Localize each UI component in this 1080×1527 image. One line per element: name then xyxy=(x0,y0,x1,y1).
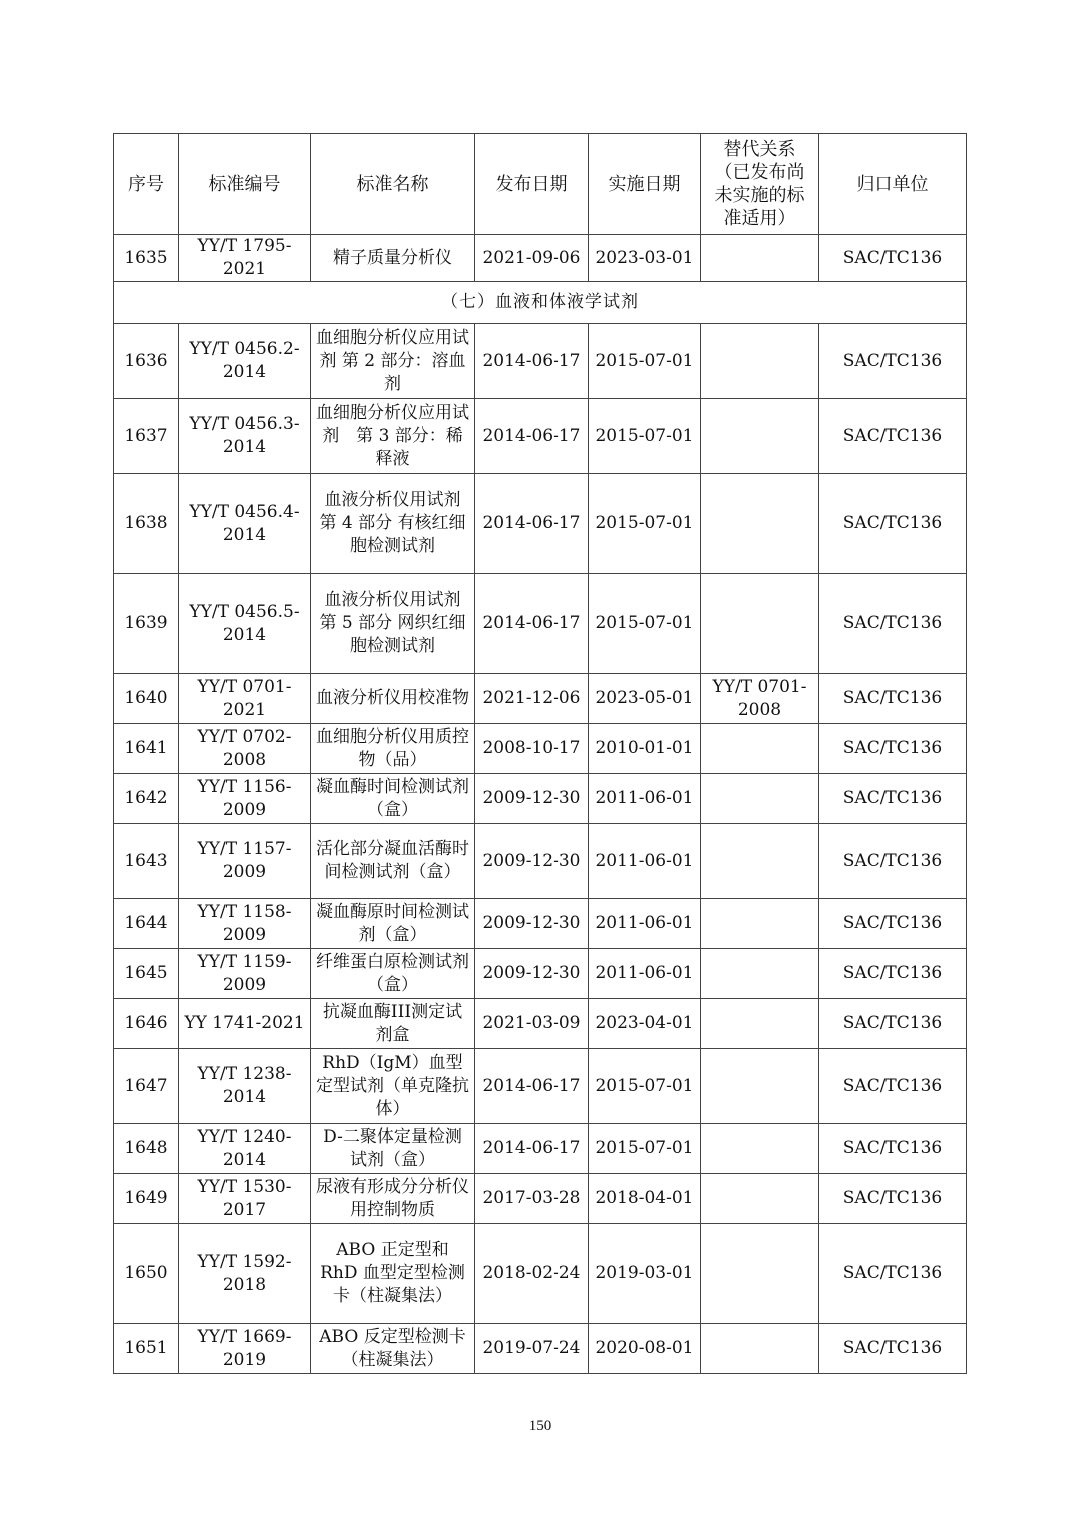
cell-name: 血液分析仪用试剂 第 4 部分 有核红细胞检测试剂 xyxy=(311,474,475,574)
section-title: （七）血液和体液学试剂 xyxy=(114,282,967,324)
cell-release-date: 2009-12-30 xyxy=(475,949,589,999)
cell-release-date: 2009-12-30 xyxy=(475,774,589,824)
cell-effective-date: 2015-07-01 xyxy=(589,324,701,399)
cell-seq: 1639 xyxy=(114,574,179,674)
cell-code: YY 1741-2021 xyxy=(179,999,311,1049)
cell-name: 血细胞分析仪用质控物（品） xyxy=(311,724,475,774)
cell-name: 血液分析仪用试剂 第 5 部分 网织红细胞检测试剂 xyxy=(311,574,475,674)
cell-code: YY/T 0701-2021 xyxy=(179,674,311,724)
table-row xyxy=(114,824,967,899)
cell-replacement xyxy=(701,1324,819,1374)
section-row xyxy=(114,282,967,324)
cell-code: YY/T 1530-2017 xyxy=(179,1174,311,1224)
cell-name: 纤维蛋白原检测试剂（盒） xyxy=(311,949,475,999)
cell-seq: 1638 xyxy=(114,474,179,574)
cell-code: YY/T 0456.3-2014 xyxy=(179,399,311,474)
cell-code: YY/T 1158-2009 xyxy=(179,899,311,949)
cell-effective-date: 2020-08-01 xyxy=(589,1324,701,1374)
table-row xyxy=(114,1049,967,1124)
table-row xyxy=(114,1124,967,1174)
cell-effective-date: 2015-07-01 xyxy=(589,1124,701,1174)
cell-release-date: 2021-03-09 xyxy=(475,999,589,1049)
header-name: 标准名称 xyxy=(311,134,475,235)
cell-seq: 1648 xyxy=(114,1124,179,1174)
cell-release-date: 2014-06-17 xyxy=(475,1124,589,1174)
table-row xyxy=(114,574,967,674)
cell-release-date: 2014-06-17 xyxy=(475,1049,589,1124)
cell-effective-date: 2019-03-01 xyxy=(589,1224,701,1324)
cell-name: 抗凝血酶III测定试剂盒 xyxy=(311,999,475,1049)
table-row xyxy=(114,999,967,1049)
cell-replacement xyxy=(701,774,819,824)
cell-release-date: 2014-06-17 xyxy=(475,324,589,399)
cell-effective-date: 2023-05-01 xyxy=(589,674,701,724)
cell-replacement xyxy=(701,1049,819,1124)
cell-unit: SAC/TC136 xyxy=(819,1049,967,1124)
cell-unit: SAC/TC136 xyxy=(819,724,967,774)
cell-code: YY/T 1669-2019 xyxy=(179,1324,311,1374)
cell-effective-date: 2015-07-01 xyxy=(589,1049,701,1124)
cell-replacement xyxy=(701,999,819,1049)
cell-effective-date: 2018-04-01 xyxy=(589,1174,701,1224)
cell-unit: SAC/TC136 xyxy=(819,399,967,474)
cell-effective-date: 2011-06-01 xyxy=(589,824,701,899)
cell-release-date: 2017-03-28 xyxy=(475,1174,589,1224)
cell-seq: 1651 xyxy=(114,1324,179,1374)
cell-name: 血细胞分析仪应用试剂 第 2 部分：溶血剂 xyxy=(311,324,475,399)
cell-effective-date: 2015-07-01 xyxy=(589,399,701,474)
cell-release-date: 2019-07-24 xyxy=(475,1324,589,1374)
cell-code: YY/T 1159-2009 xyxy=(179,949,311,999)
table-row xyxy=(114,899,967,949)
cell-name: ABO 正定型和 RhD 血型定型检测卡（柱凝集法） xyxy=(311,1224,475,1324)
cell-code: YY/T 1238-2014 xyxy=(179,1049,311,1124)
cell-seq: 1642 xyxy=(114,774,179,824)
cell-code: YY/T 0456.4-2014 xyxy=(179,474,311,574)
cell-seq: 1644 xyxy=(114,899,179,949)
cell-seq: 1643 xyxy=(114,824,179,899)
cell-name: 尿液有形成分分析仪用控制物质 xyxy=(311,1174,475,1224)
table-row xyxy=(114,474,967,574)
cell-unit: SAC/TC136 xyxy=(819,324,967,399)
header-replacement: 替代关系（已发布尚未实施的标准适用） xyxy=(701,134,819,235)
table-row xyxy=(114,324,967,399)
table-row xyxy=(114,949,967,999)
cell-code: YY/T 1592-2018 xyxy=(179,1224,311,1324)
cell-effective-date: 2011-06-01 xyxy=(589,949,701,999)
cell-code: YY/T 0456.5-2014 xyxy=(179,574,311,674)
table-row xyxy=(114,235,967,282)
cell-replacement xyxy=(701,1174,819,1224)
cell-name: 活化部分凝血活酶时间检测试剂（盒） xyxy=(311,824,475,899)
cell-unit: SAC/TC136 xyxy=(819,235,967,282)
cell-code: YY/T 1795-2021 xyxy=(179,235,311,282)
cell-effective-date: 2023-04-01 xyxy=(589,999,701,1049)
cell-replacement xyxy=(701,324,819,399)
cell-release-date: 2009-12-30 xyxy=(475,824,589,899)
cell-name: ABO 反定型检测卡（柱凝集法） xyxy=(311,1324,475,1374)
cell-seq: 1646 xyxy=(114,999,179,1049)
standards-table xyxy=(113,133,967,1374)
cell-seq: 1645 xyxy=(114,949,179,999)
cell-unit: SAC/TC136 xyxy=(819,824,967,899)
page-number: 150 xyxy=(528,1418,552,1434)
header-code: 标准编号 xyxy=(179,134,311,235)
table-row xyxy=(114,1174,967,1224)
cell-seq: 1650 xyxy=(114,1224,179,1324)
cell-replacement: YY/T 0701-2008 xyxy=(701,674,819,724)
cell-seq: 1637 xyxy=(114,399,179,474)
table-row xyxy=(114,1224,967,1324)
cell-unit: SAC/TC136 xyxy=(819,1124,967,1174)
cell-seq: 1636 xyxy=(114,324,179,399)
cell-code: YY/T 1156-2009 xyxy=(179,774,311,824)
cell-unit: SAC/TC136 xyxy=(819,999,967,1049)
cell-replacement xyxy=(701,1124,819,1174)
cell-release-date: 2021-12-06 xyxy=(475,674,589,724)
cell-seq: 1640 xyxy=(114,674,179,724)
cell-unit: SAC/TC136 xyxy=(819,474,967,574)
cell-replacement xyxy=(701,824,819,899)
cell-seq: 1635 xyxy=(114,235,179,282)
cell-replacement xyxy=(701,474,819,574)
cell-seq: 1649 xyxy=(114,1174,179,1224)
cell-release-date: 2014-06-17 xyxy=(475,474,589,574)
cell-name: 凝血酶时间检测试剂（盒） xyxy=(311,774,475,824)
cell-release-date: 2009-12-30 xyxy=(475,899,589,949)
cell-name: 精子质量分析仪 xyxy=(311,235,475,282)
cell-code: YY/T 1157-2009 xyxy=(179,824,311,899)
cell-release-date: 2021-09-06 xyxy=(475,235,589,282)
cell-effective-date: 2011-06-01 xyxy=(589,774,701,824)
cell-unit: SAC/TC136 xyxy=(819,574,967,674)
cell-release-date: 2018-02-24 xyxy=(475,1224,589,1324)
cell-release-date: 2014-06-17 xyxy=(475,399,589,474)
cell-release-date: 2008-10-17 xyxy=(475,724,589,774)
cell-replacement xyxy=(701,574,819,674)
table-row xyxy=(114,724,967,774)
cell-effective-date: 2015-07-01 xyxy=(589,474,701,574)
cell-seq: 1641 xyxy=(114,724,179,774)
cell-unit: SAC/TC136 xyxy=(819,949,967,999)
table-row xyxy=(114,674,967,724)
cell-name: 血细胞分析仪应用试剂 第 3 部分：稀释液 xyxy=(311,399,475,474)
table-row xyxy=(114,399,967,474)
cell-replacement xyxy=(701,724,819,774)
cell-name: 血液分析仪用校准物 xyxy=(311,674,475,724)
cell-unit: SAC/TC136 xyxy=(819,674,967,724)
cell-code: YY/T 0456.2-2014 xyxy=(179,324,311,399)
cell-unit: SAC/TC136 xyxy=(819,899,967,949)
cell-unit: SAC/TC136 xyxy=(819,1174,967,1224)
cell-replacement xyxy=(701,1224,819,1324)
cell-name: D-二聚体定量检测试剂（盒） xyxy=(311,1124,475,1174)
header-effective-date: 实施日期 xyxy=(589,134,701,235)
cell-effective-date: 2015-07-01 xyxy=(589,574,701,674)
cell-name: RhD（IgM）血型定型试剂（单克隆抗体） xyxy=(311,1049,475,1124)
cell-effective-date: 2010-01-01 xyxy=(589,724,701,774)
header-unit: 归口单位 xyxy=(819,134,967,235)
cell-replacement xyxy=(701,949,819,999)
cell-unit: SAC/TC136 xyxy=(819,1224,967,1324)
cell-replacement xyxy=(701,899,819,949)
cell-unit: SAC/TC136 xyxy=(819,1324,967,1374)
header-release-date: 发布日期 xyxy=(475,134,589,235)
cell-effective-date: 2011-06-01 xyxy=(589,899,701,949)
cell-name: 凝血酶原时间检测试剂（盒） xyxy=(311,899,475,949)
cell-code: YY/T 1240-2014 xyxy=(179,1124,311,1174)
cell-code: YY/T 0702-2008 xyxy=(179,724,311,774)
cell-unit: SAC/TC136 xyxy=(819,774,967,824)
header-seq: 序号 xyxy=(114,134,179,235)
cell-seq: 1647 xyxy=(114,1049,179,1124)
table-row xyxy=(114,774,967,824)
cell-release-date: 2014-06-17 xyxy=(475,574,589,674)
cell-effective-date: 2023-03-01 xyxy=(589,235,701,282)
table-row xyxy=(114,1324,967,1374)
header-row xyxy=(114,134,967,235)
cell-replacement xyxy=(701,235,819,282)
cell-replacement xyxy=(701,399,819,474)
